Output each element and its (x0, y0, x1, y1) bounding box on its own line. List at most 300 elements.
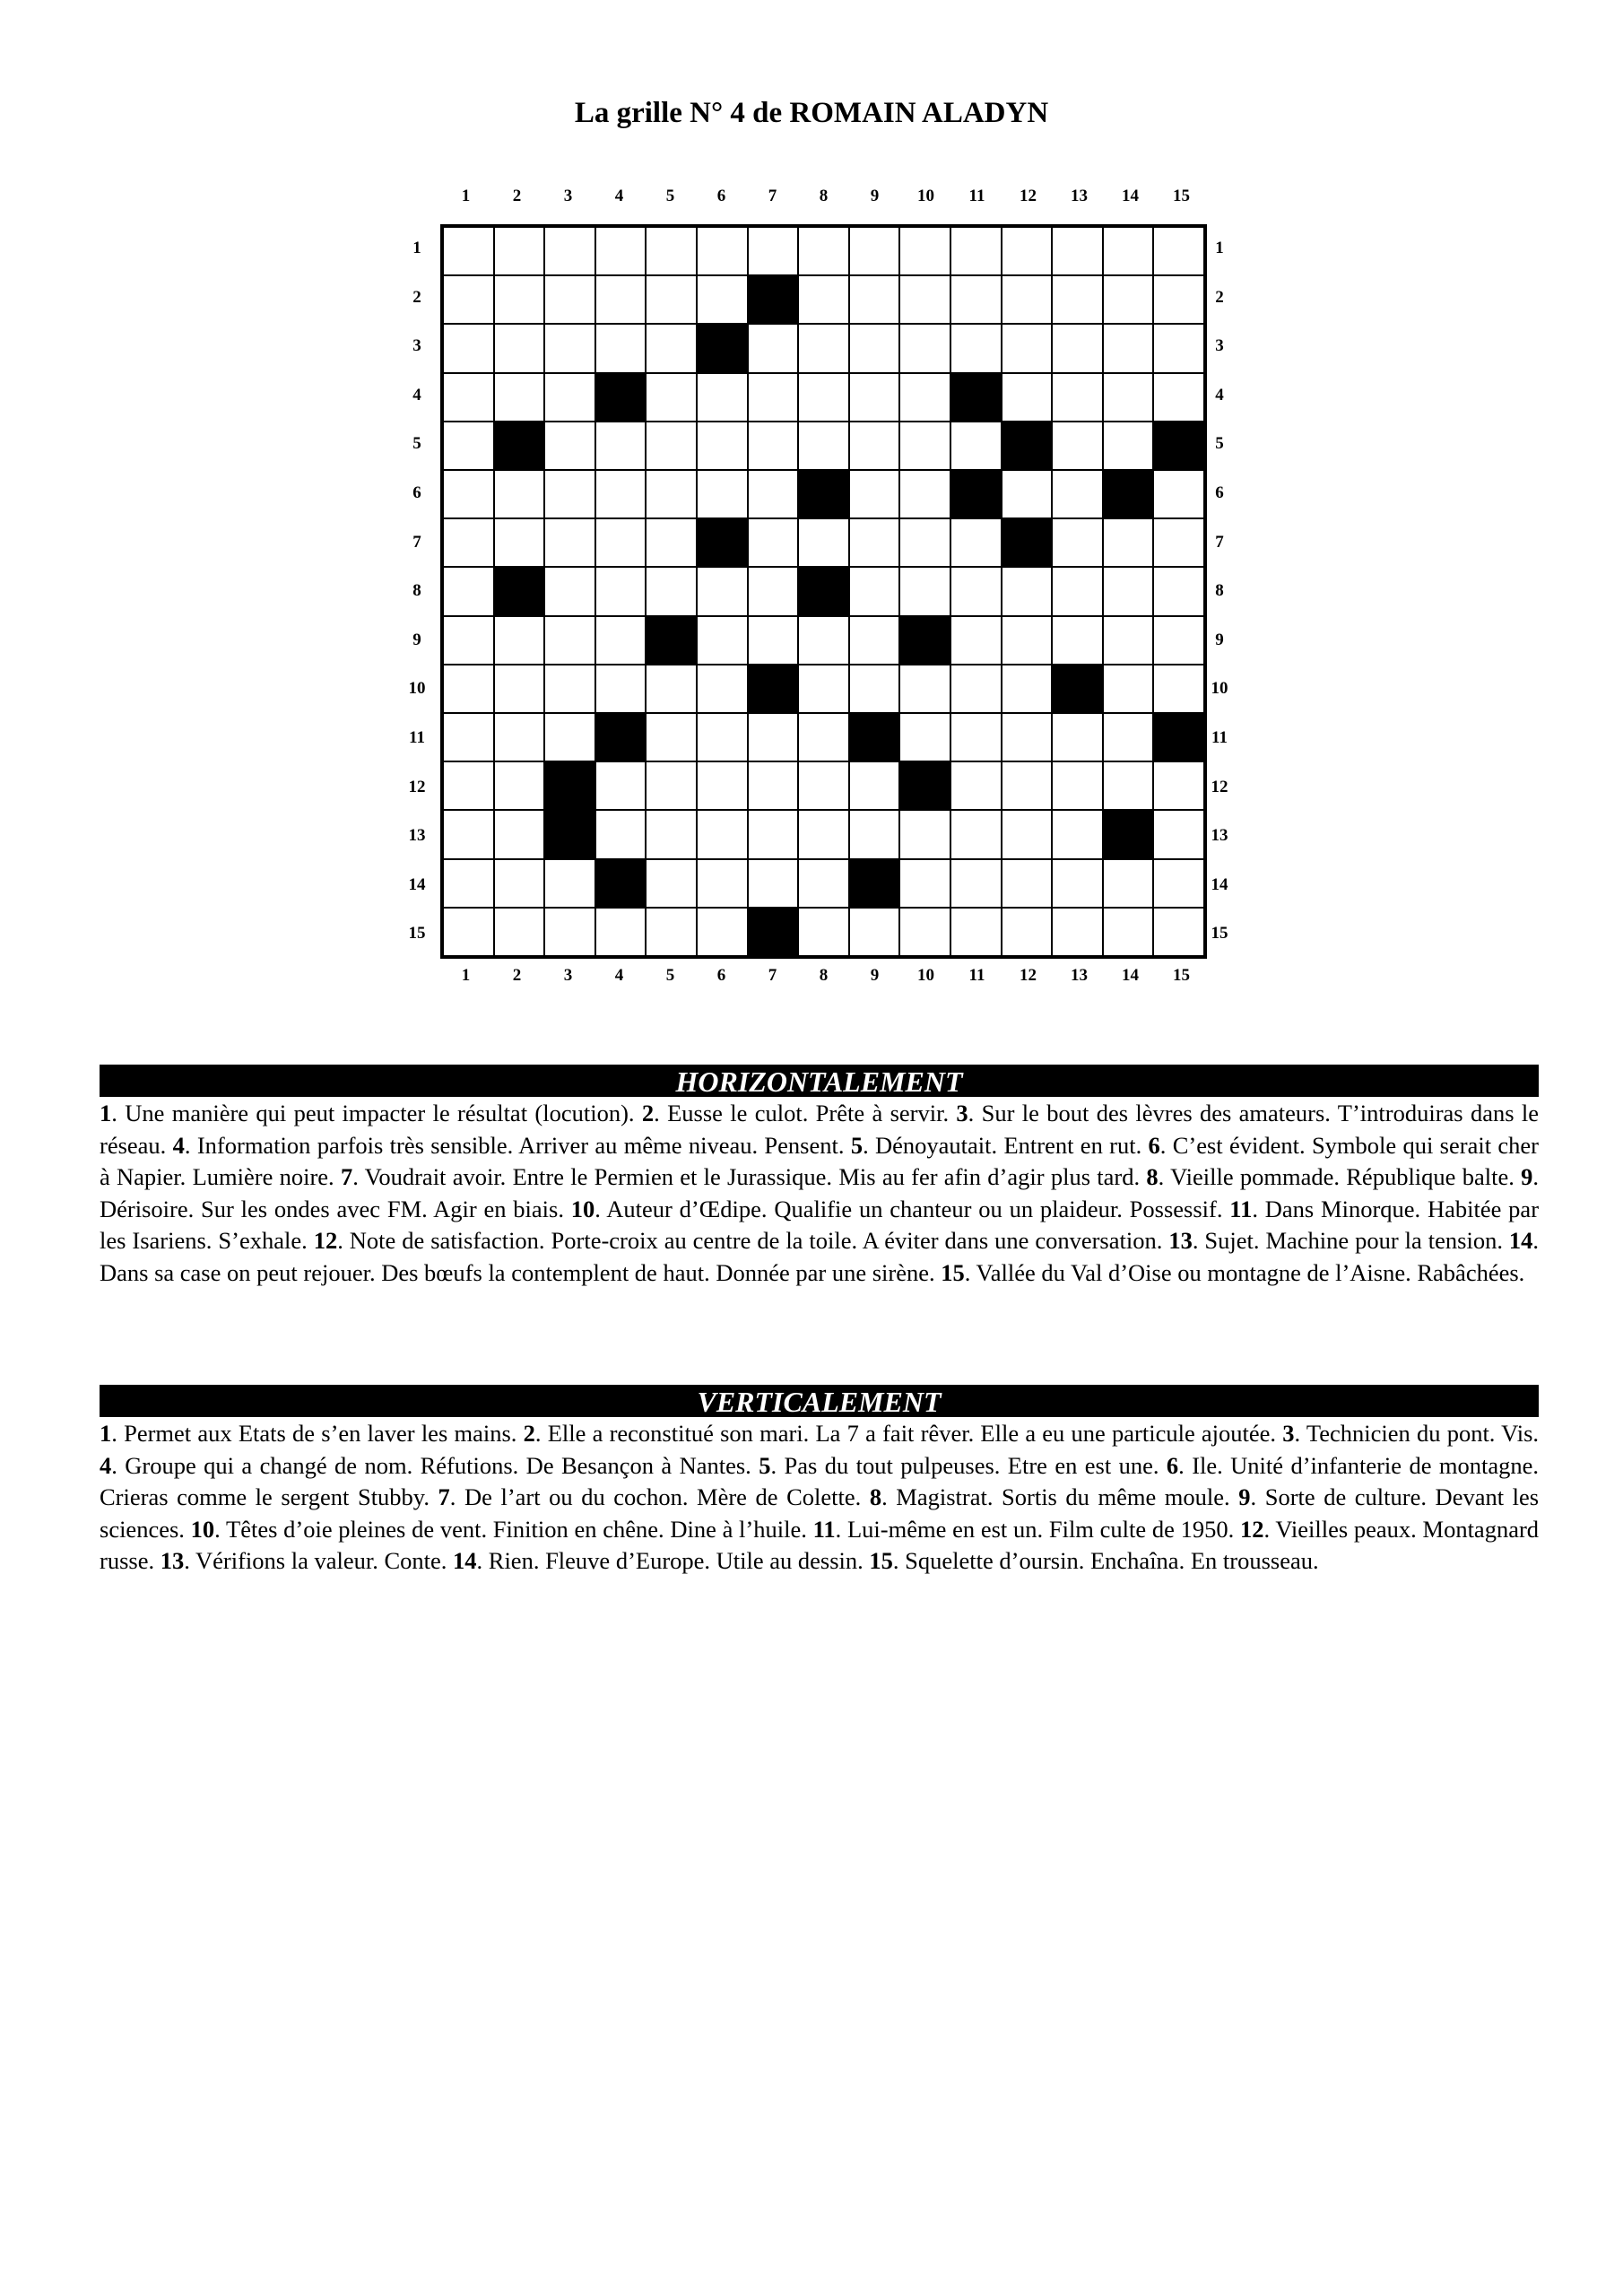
grid-cell[interactable] (443, 665, 494, 713)
grid-cell[interactable] (595, 616, 647, 665)
grid-cell[interactable] (1103, 275, 1154, 324)
clue-text: Lui-même en est un. Film culte de 1950. (847, 1515, 1235, 1543)
grid-cell[interactable] (748, 859, 799, 908)
black-cell (748, 275, 799, 324)
grid-cell[interactable] (950, 518, 1002, 567)
grid-cell[interactable] (494, 761, 545, 810)
grid-cell[interactable] (1052, 422, 1103, 470)
grid-cell[interactable] (849, 616, 900, 665)
row-numbers-right (1202, 224, 1237, 959)
row-number: 14 (408, 874, 426, 894)
grid-cell[interactable] (950, 908, 1002, 956)
column-number: 3 (563, 187, 573, 205)
grid-cell[interactable] (494, 713, 545, 761)
grid-cell[interactable] (1002, 665, 1053, 713)
column-number: 10 (917, 187, 934, 205)
grid-cell[interactable] (595, 275, 647, 324)
row-number: 8 (412, 581, 421, 601)
grid-cell[interactable] (899, 665, 950, 713)
grid-cell[interactable] (595, 761, 647, 810)
column-number: 3 (563, 966, 573, 985)
grid-cell[interactable] (899, 518, 950, 567)
grid-cell[interactable] (899, 422, 950, 470)
grid-cell[interactable] (494, 324, 545, 372)
grid-cell[interactable] (544, 227, 595, 275)
grid-cell[interactable] (1002, 908, 1053, 956)
grid-cell[interactable] (697, 275, 748, 324)
grid-cell[interactable] (1153, 908, 1204, 956)
grid-cell[interactable] (697, 470, 748, 518)
column-number: 7 (768, 187, 777, 205)
grid-cell[interactable] (697, 665, 748, 713)
grid-cell[interactable] (1002, 810, 1053, 858)
grid-cell[interactable] (748, 373, 799, 422)
column-number: 11 (968, 966, 985, 985)
grid-cell[interactable] (1002, 275, 1053, 324)
column-number: 15 (1173, 187, 1190, 205)
grid-cell[interactable] (1002, 616, 1053, 665)
clue-number: 8 (1146, 1163, 1159, 1190)
grid-cell[interactable] (1103, 422, 1154, 470)
clue-number: 3 (1282, 1420, 1295, 1447)
black-cell (849, 859, 900, 908)
clue-text: Têtes d’oie pleines de vent. Finition en chêne. Dine à l’huile. (226, 1515, 807, 1543)
grid-cell[interactable] (443, 227, 494, 275)
clue-text: Dans sa case on peut rejouer. Des bœufs la contemplent de haut. Donnée par une sirène. (100, 1258, 935, 1286)
grid-cell[interactable] (1052, 761, 1103, 810)
grid-cell[interactable] (849, 422, 900, 470)
grid-cell[interactable] (646, 227, 697, 275)
grid-cell[interactable] (443, 324, 494, 372)
clue-number: 13 (1168, 1227, 1193, 1254)
grid-cell[interactable] (849, 665, 900, 713)
grid-cell[interactable] (1103, 665, 1154, 713)
grid-cell[interactable] (544, 518, 595, 567)
grid-cell[interactable] (798, 616, 849, 665)
clue-number: 1 (100, 1100, 112, 1126)
grid-cell[interactable] (494, 227, 545, 275)
grid-cell[interactable] (798, 227, 849, 275)
grid-cell[interactable] (697, 616, 748, 665)
grid-cell[interactable] (798, 665, 849, 713)
grid-cell[interactable] (950, 713, 1002, 761)
grid-cell[interactable] (1002, 324, 1053, 372)
grid-cell[interactable] (443, 567, 494, 615)
row-number: 4 (412, 385, 421, 404)
clue-text: Eusse le culot. Prête à servir. (667, 1100, 950, 1126)
row-number: 3 (412, 336, 421, 356)
column-number: 11 (968, 187, 985, 205)
column-number: 7 (768, 966, 777, 985)
black-cell (748, 665, 799, 713)
grid-cell[interactable] (950, 567, 1002, 615)
grid-cell[interactable] (849, 518, 900, 567)
grid-cell[interactable] (646, 713, 697, 761)
grid-cell[interactable] (595, 324, 647, 372)
clue-text: Vieille pommade. République balte. (1170, 1163, 1515, 1190)
grid-cell[interactable] (1153, 275, 1204, 324)
grid-cell[interactable] (646, 373, 697, 422)
clue-number: 10 (570, 1195, 595, 1222)
grid-cell[interactable] (544, 373, 595, 422)
grid-cell[interactable] (443, 859, 494, 908)
grid-cell[interactable] (849, 227, 900, 275)
grid-cell[interactable] (443, 470, 494, 518)
grid-cell[interactable] (1052, 810, 1103, 858)
row-number: 15 (1211, 924, 1228, 944)
grid-cell[interactable] (849, 324, 900, 372)
grid-cell[interactable] (950, 324, 1002, 372)
grid-cell[interactable] (544, 470, 595, 518)
row-number: 1 (412, 239, 421, 257)
grid-cell[interactable] (950, 761, 1002, 810)
row-number: 3 (1215, 336, 1224, 356)
grid-cell[interactable] (697, 567, 748, 615)
grid-cell[interactable] (899, 908, 950, 956)
grid-cell[interactable] (443, 275, 494, 324)
clue-text: Information parfois très sensible. Arriver au même niveau. Pensent. (196, 1131, 845, 1159)
grid-cell[interactable] (899, 713, 950, 761)
grid-cell[interactable] (950, 275, 1002, 324)
grid-cell[interactable] (1002, 373, 1053, 422)
grid-cell[interactable] (1052, 275, 1103, 324)
clue-text: Auteur d’Œdipe. Qualifie un chanteur ou un plaideur. Possessif. (606, 1195, 1223, 1222)
grid-cell[interactable] (798, 422, 849, 470)
grid-cell[interactable] (697, 422, 748, 470)
grid-cell[interactable] (544, 908, 595, 956)
grid-cell[interactable] (697, 761, 748, 810)
grid-cell[interactable] (1103, 324, 1154, 372)
grid-cell[interactable] (1052, 908, 1103, 956)
grid-cell[interactable] (646, 422, 697, 470)
grid-cell[interactable] (899, 275, 950, 324)
grid-cell[interactable] (1153, 665, 1204, 713)
grid-cell[interactable] (950, 859, 1002, 908)
grid-cell[interactable] (849, 810, 900, 858)
grid-cell[interactable] (748, 422, 799, 470)
grid-cell[interactable] (1002, 470, 1053, 518)
grid-cell[interactable] (798, 518, 849, 567)
black-cell (494, 422, 545, 470)
grid-cell[interactable] (798, 275, 849, 324)
grid-cell[interactable] (544, 422, 595, 470)
grid-cell[interactable] (595, 665, 647, 713)
clue-number: 7 (340, 1163, 353, 1190)
grid-cell[interactable] (544, 616, 595, 665)
grid-cell[interactable] (697, 859, 748, 908)
grid-cell[interactable] (899, 859, 950, 908)
grid-cell[interactable] (950, 227, 1002, 275)
clue-number: 1 (100, 1420, 112, 1447)
grid-cell[interactable] (443, 713, 494, 761)
column-number: 14 (1122, 966, 1139, 985)
grid-cell[interactable] (1002, 713, 1053, 761)
grid-cell[interactable] (798, 810, 849, 858)
clue-text: Permet aux Etats de s’en laver les mains. (124, 1420, 517, 1447)
grid-cell[interactable] (849, 373, 900, 422)
clue-number: 15 (941, 1258, 965, 1286)
clue-text: Pas du tout pulpeuses. Etre en est une. (784, 1451, 1159, 1479)
grid-cell[interactable] (494, 616, 545, 665)
grid-cell[interactable] (899, 810, 950, 858)
grid-cell[interactable] (748, 810, 799, 858)
grid-cell[interactable] (748, 324, 799, 372)
grid-cell[interactable] (544, 859, 595, 908)
row-number: 9 (1215, 630, 1224, 649)
grid-cell[interactable] (1153, 470, 1204, 518)
row-number: 15 (408, 924, 426, 944)
black-cell (544, 761, 595, 810)
row-number: 2 (1215, 287, 1224, 307)
grid-cell[interactable] (697, 227, 748, 275)
column-number: 6 (716, 187, 726, 205)
black-cell (1002, 422, 1053, 470)
grid-cell[interactable] (1153, 616, 1204, 665)
grid-cell[interactable] (443, 810, 494, 858)
row-number: 12 (1211, 777, 1228, 796)
grid-cell[interactable] (899, 324, 950, 372)
clue-number: 6 (1166, 1451, 1179, 1479)
row-number: 8 (1215, 581, 1224, 601)
grid-cell[interactable] (849, 761, 900, 810)
clue-text: Sorte de culture. Devant les sciences. (100, 1483, 1540, 1543)
black-cell (798, 470, 849, 518)
grid-cell[interactable] (748, 567, 799, 615)
grid-cell[interactable] (544, 713, 595, 761)
clue-number: 15 (869, 1547, 893, 1574)
column-numbers-bottom (440, 966, 1207, 986)
grid-cell[interactable] (1002, 761, 1053, 810)
column-number: 15 (1173, 966, 1190, 985)
grid-cell[interactable] (697, 908, 748, 956)
vertical-section (100, 1385, 1539, 1578)
black-cell (697, 518, 748, 567)
grid-cell[interactable] (494, 859, 545, 908)
grid-cell[interactable] (1052, 616, 1103, 665)
grid-cell[interactable] (443, 373, 494, 422)
grid-cell[interactable] (544, 324, 595, 372)
clue-text: Groupe qui a changé de nom. Réfutions. De Besançon à Nantes. (125, 1451, 751, 1479)
column-number: 13 (1071, 187, 1088, 205)
grid-cell[interactable] (595, 810, 647, 858)
clue-text: Sujet. Machine pour la tension. (1204, 1227, 1503, 1254)
clue-text: Voudrait avoir. Entre le Permien et le Jurassique. Mis au fer afin d’agir plus tard. (364, 1163, 1141, 1190)
grid-cell[interactable] (1052, 713, 1103, 761)
grid-cell[interactable] (1103, 227, 1154, 275)
clue-number: 3 (956, 1100, 968, 1126)
grid-cell[interactable] (1002, 859, 1053, 908)
grid-cell[interactable] (1052, 470, 1103, 518)
grid-cell[interactable] (544, 275, 595, 324)
grid-cell[interactable] (494, 810, 545, 858)
grid-cell[interactable] (646, 470, 697, 518)
grid-cell[interactable] (595, 422, 647, 470)
grid-cell[interactable] (443, 518, 494, 567)
grid-cell[interactable] (950, 665, 1002, 713)
black-cell (1153, 422, 1204, 470)
grid-cell[interactable] (443, 761, 494, 810)
crossword-grid (440, 224, 1207, 959)
clue-text: Sur le bout des lèvres des amateurs. T’introduiras dans le réseau. (100, 1100, 1540, 1159)
grid-cell[interactable] (748, 518, 799, 567)
grid-cell[interactable] (1153, 324, 1204, 372)
grid-cell[interactable] (595, 227, 647, 275)
grid-cell[interactable] (1153, 761, 1204, 810)
grid-cell[interactable] (748, 227, 799, 275)
clue-text: Squelette d’oursin. Enchaîna. En trousseau. (905, 1547, 1319, 1574)
grid-cell[interactable] (1103, 567, 1154, 615)
grid-cell[interactable] (798, 324, 849, 372)
grid-cell[interactable] (1153, 567, 1204, 615)
grid-cell[interactable] (443, 908, 494, 956)
grid-cell[interactable] (1103, 713, 1154, 761)
grid-cell[interactable] (494, 470, 545, 518)
grid-cell[interactable] (1103, 761, 1154, 810)
grid-cell[interactable] (1002, 567, 1053, 615)
clue-number: 13 (160, 1547, 185, 1574)
grid-cell[interactable] (1103, 859, 1154, 908)
grid-cell[interactable] (950, 810, 1002, 858)
grid-cell[interactable] (748, 470, 799, 518)
grid-cell[interactable] (697, 810, 748, 858)
grid-cell[interactable] (1103, 373, 1154, 422)
grid-cell[interactable] (646, 567, 697, 615)
grid-cell[interactable] (798, 761, 849, 810)
grid-cell[interactable] (748, 616, 799, 665)
grid-cell[interactable] (494, 665, 545, 713)
grid-cell[interactable] (899, 567, 950, 615)
grid-cell[interactable] (443, 616, 494, 665)
column-number: 2 (512, 187, 522, 205)
column-number: 2 (512, 966, 522, 985)
row-number: 10 (408, 679, 426, 699)
grid-cell[interactable] (849, 567, 900, 615)
black-cell (595, 713, 647, 761)
clue-text: Dénoyautait. Entrent en rut. (875, 1131, 1142, 1159)
clue-number: 7 (438, 1483, 450, 1510)
grid-cell[interactable] (1103, 908, 1154, 956)
horizontal-heading: HORIZONTALEMENT (100, 1065, 1539, 1097)
grid-cell[interactable] (494, 518, 545, 567)
row-number: 5 (1215, 434, 1224, 454)
clue-text: Note de satisfaction. Porte-croix au centre de la toile. A éviter dans une conversation. (349, 1227, 1169, 1254)
grid-cell[interactable] (646, 908, 697, 956)
row-number: 14 (1211, 874, 1228, 894)
grid-cell[interactable] (1052, 567, 1103, 615)
clue-number: 9 (1521, 1163, 1533, 1190)
clue-text: Magistrat. Sortis du même moule. (896, 1483, 1230, 1510)
grid-cell[interactable] (1153, 518, 1204, 567)
grid-cell[interactable] (494, 275, 545, 324)
grid-cell[interactable] (443, 422, 494, 470)
grid-cell[interactable] (849, 908, 900, 956)
grid-cell[interactable] (899, 470, 950, 518)
clue-text: Dans Minorque. Habitée par les Isariens. S’exhale. (100, 1195, 1540, 1254)
grid-cell[interactable] (646, 275, 697, 324)
row-number: 11 (409, 727, 425, 747)
grid-cell[interactable] (798, 859, 849, 908)
clue-number: 11 (1229, 1195, 1253, 1222)
grid-cell[interactable] (595, 567, 647, 615)
grid-cell[interactable] (1153, 373, 1204, 422)
grid-cell[interactable] (899, 227, 950, 275)
grid-cell[interactable] (1103, 616, 1154, 665)
grid-cell[interactable] (950, 616, 1002, 665)
black-cell (1103, 810, 1154, 858)
black-cell (950, 373, 1002, 422)
grid-cell[interactable] (646, 761, 697, 810)
grid-cell[interactable] (646, 324, 697, 372)
grid-cell[interactable] (748, 713, 799, 761)
black-cell (899, 761, 950, 810)
grid-cell[interactable] (595, 908, 647, 956)
grid-cell[interactable] (544, 665, 595, 713)
clue-number: 12 (313, 1227, 338, 1254)
grid-cell[interactable] (849, 470, 900, 518)
row-number: 12 (408, 777, 426, 796)
row-number: 7 (412, 532, 421, 552)
row-numbers-left (399, 224, 435, 959)
grid-cell[interactable] (1052, 227, 1103, 275)
grid-cell[interactable] (1052, 324, 1103, 372)
grid-cell[interactable] (798, 908, 849, 956)
grid-cell[interactable] (1002, 227, 1053, 275)
black-cell (697, 324, 748, 372)
grid-cell[interactable] (595, 470, 647, 518)
clue-text: Vérifions la valeur. Conte. (195, 1547, 447, 1574)
grid-cell[interactable] (1103, 518, 1154, 567)
grid-cell[interactable] (646, 665, 697, 713)
grid-cell[interactable] (544, 567, 595, 615)
row-number: 9 (412, 630, 421, 649)
column-number: 6 (716, 966, 726, 985)
grid-cell[interactable] (1153, 810, 1204, 858)
grid-cell[interactable] (646, 810, 697, 858)
column-number: 8 (819, 966, 829, 985)
column-number: 9 (870, 187, 880, 205)
clue-number: 2 (641, 1100, 655, 1126)
grid-cell[interactable] (595, 518, 647, 567)
grid-cell[interactable] (1153, 859, 1204, 908)
grid-cell[interactable] (646, 518, 697, 567)
grid-cell[interactable] (748, 761, 799, 810)
grid-cell[interactable] (798, 713, 849, 761)
clue-text: Elle a reconstitué son mari. La 7 a fait rêver. Elle a eu une particule ajoutée. (547, 1420, 1277, 1447)
grid-cell[interactable] (1052, 373, 1103, 422)
grid-cell[interactable] (697, 373, 748, 422)
clue-number: 14 (453, 1547, 477, 1574)
grid-cell[interactable] (494, 373, 545, 422)
grid-cell[interactable] (1153, 227, 1204, 275)
grid-cell[interactable] (494, 908, 545, 956)
grid-cell[interactable] (1052, 518, 1103, 567)
horizontal-section (100, 1065, 1539, 1289)
grid-cell[interactable] (646, 859, 697, 908)
column-number: 9 (870, 966, 880, 985)
black-cell (899, 616, 950, 665)
clue-text: Vieilles peaux. Montagnard russe. (100, 1515, 1540, 1574)
grid-cell[interactable] (899, 373, 950, 422)
black-cell (1103, 470, 1154, 518)
clue-text: Vallée du Val d’Oise ou montagne de l’Aisne. Rabâchées. (976, 1258, 1525, 1286)
grid-cell[interactable] (849, 275, 900, 324)
grid-cell[interactable] (798, 373, 849, 422)
grid-cell[interactable] (950, 422, 1002, 470)
grid-cell[interactable] (1052, 859, 1103, 908)
grid-cell[interactable] (697, 713, 748, 761)
black-cell (1052, 665, 1103, 713)
clue-number: 4 (172, 1131, 185, 1159)
